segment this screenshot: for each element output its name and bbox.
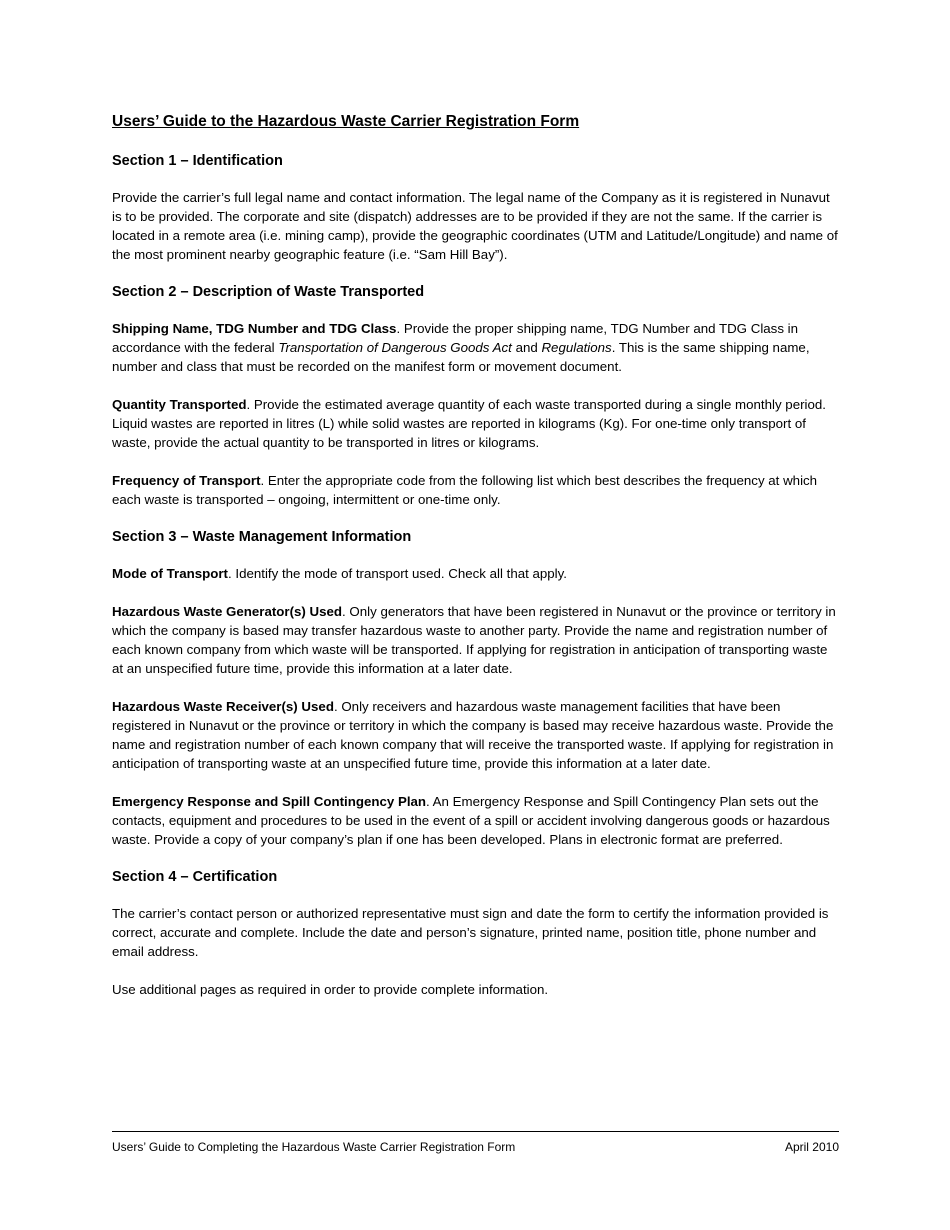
receivers-paragraph: [112, 697, 840, 773]
emergency-paragraph: [112, 792, 840, 849]
mode-text: . Identify the mode of transport used. Check all that apply.: [227, 566, 567, 581]
mode-paragraph: [112, 564, 840, 583]
regulations-italic: Regulations: [541, 340, 612, 355]
section-2-heading: Section 2 – Description of Waste Transported: [112, 284, 425, 300]
frequency-paragraph: [112, 471, 840, 509]
closing-paragraph: Use additional pages as required in order to provide complete information.: [112, 982, 549, 997]
receivers-text: . Only receivers and hazardous waste management facilities that have been registered in Nunavut or the province or territory in which the company is based may receive hazardous waste. Provide the name and registration number of each known company that will receive the transported waste. If applying for registration in anticipation of transporting waste at an unspecified future time, provide this information at a later date.: [112, 699, 834, 771]
emergency-term: Emergency Response and Spill Contingency Plan: [112, 794, 427, 809]
shipping-text-a: . Provide the proper shipping name, TDG Number and TDG Class in accordance with the federal: [112, 321, 799, 355]
section-3-heading: Section 3 – Waste Management Information: [112, 529, 412, 545]
generators-paragraph: [112, 602, 840, 678]
receivers-term: Hazardous Waste Receiver(s) Used: [112, 699, 334, 714]
shipping-term: Shipping Name, TDG Number and TDG Class: [112, 321, 397, 336]
footer-title: Users’ Guide to Completing the Hazardous Waste Carrier Registration Form: [112, 1140, 516, 1154]
document-body: [112, 112, 840, 1018]
frequency-text: . Enter the appropriate code from the following list which best describes the frequency at which each waste is transported – ongoing, intermittent or one-time only.: [112, 473, 818, 507]
footer-divider: [112, 1131, 839, 1132]
emergency-text: . An Emergency Response and Spill Contingency Plan sets out the contacts, equipment and procedures to be used in the event of a spill or accident involving dangerous goods or hazardous waste. Provide a copy of your company’s plan if one has been developed. Plans in electronic format are preferred.: [112, 794, 830, 847]
section-1-paragraph: Provide the carrier’s full legal name and contact information. The legal name of the Company as it is registered in Nunavut is to be provided. The corporate and site (dispatch) addresses are to be provided if they are not the same. If the carrier is located in a remote area (i.e. mining camp), provide the geographic coordinates (UTM and Latitude/Longitude) and name of the most prominent nearby geographic feature (i.e. “Sam Hill Bay”).: [112, 190, 838, 262]
mode-term: Mode of Transport: [112, 566, 228, 581]
generators-text: . Only generators that have been registered in Nunavut or the province or territory in which the company is based may transfer hazardous waste to another party. Provide the name and registration number of each known company from which waste will be transported. If applying for registration in anticipation of transporting waste at an unspecified future time, provide this information at a later date.: [112, 604, 836, 676]
quantity-text: . Provide the estimated average quantity of each waste transported during a single monthly period. Liquid wastes are reported in litres (L) while solid wastes are reported in kilograms (Kg). For one-time only transport of waste, provide the actual quantity to be transported in litres or kilograms.: [112, 397, 826, 450]
section-1-heading: Section 1 – Identification: [112, 153, 283, 169]
shipping-text-b: and: [511, 340, 542, 355]
quantity-paragraph: [112, 395, 840, 452]
section-4-paragraph: The carrier’s contact person or authorized representative must sign and date the form to certify the information provided is correct, accurate and complete. Include the date and person’s signature, printed name, position title, phone number and email address.: [112, 906, 829, 959]
document-title: Users’ Guide to the Hazardous Waste Carrier Registration Form: [112, 113, 580, 130]
tdg-act-italic: Transportation of Dangerous Goods Act: [278, 340, 512, 355]
shipping-text-c: . This is the same shipping name, number and class that must be recorded on the manifest form or movement document.: [112, 340, 810, 374]
section-4-heading: Section 4 – Certification: [112, 869, 278, 885]
quantity-term: Quantity Transported: [112, 397, 247, 412]
frequency-term: Frequency of Transport: [112, 473, 261, 488]
generators-term: Hazardous Waste Generator(s) Used: [112, 604, 343, 619]
shipping-paragraph: [112, 319, 840, 376]
footer-date: April 2010: [784, 1140, 839, 1154]
page-footer: [112, 1139, 839, 1155]
